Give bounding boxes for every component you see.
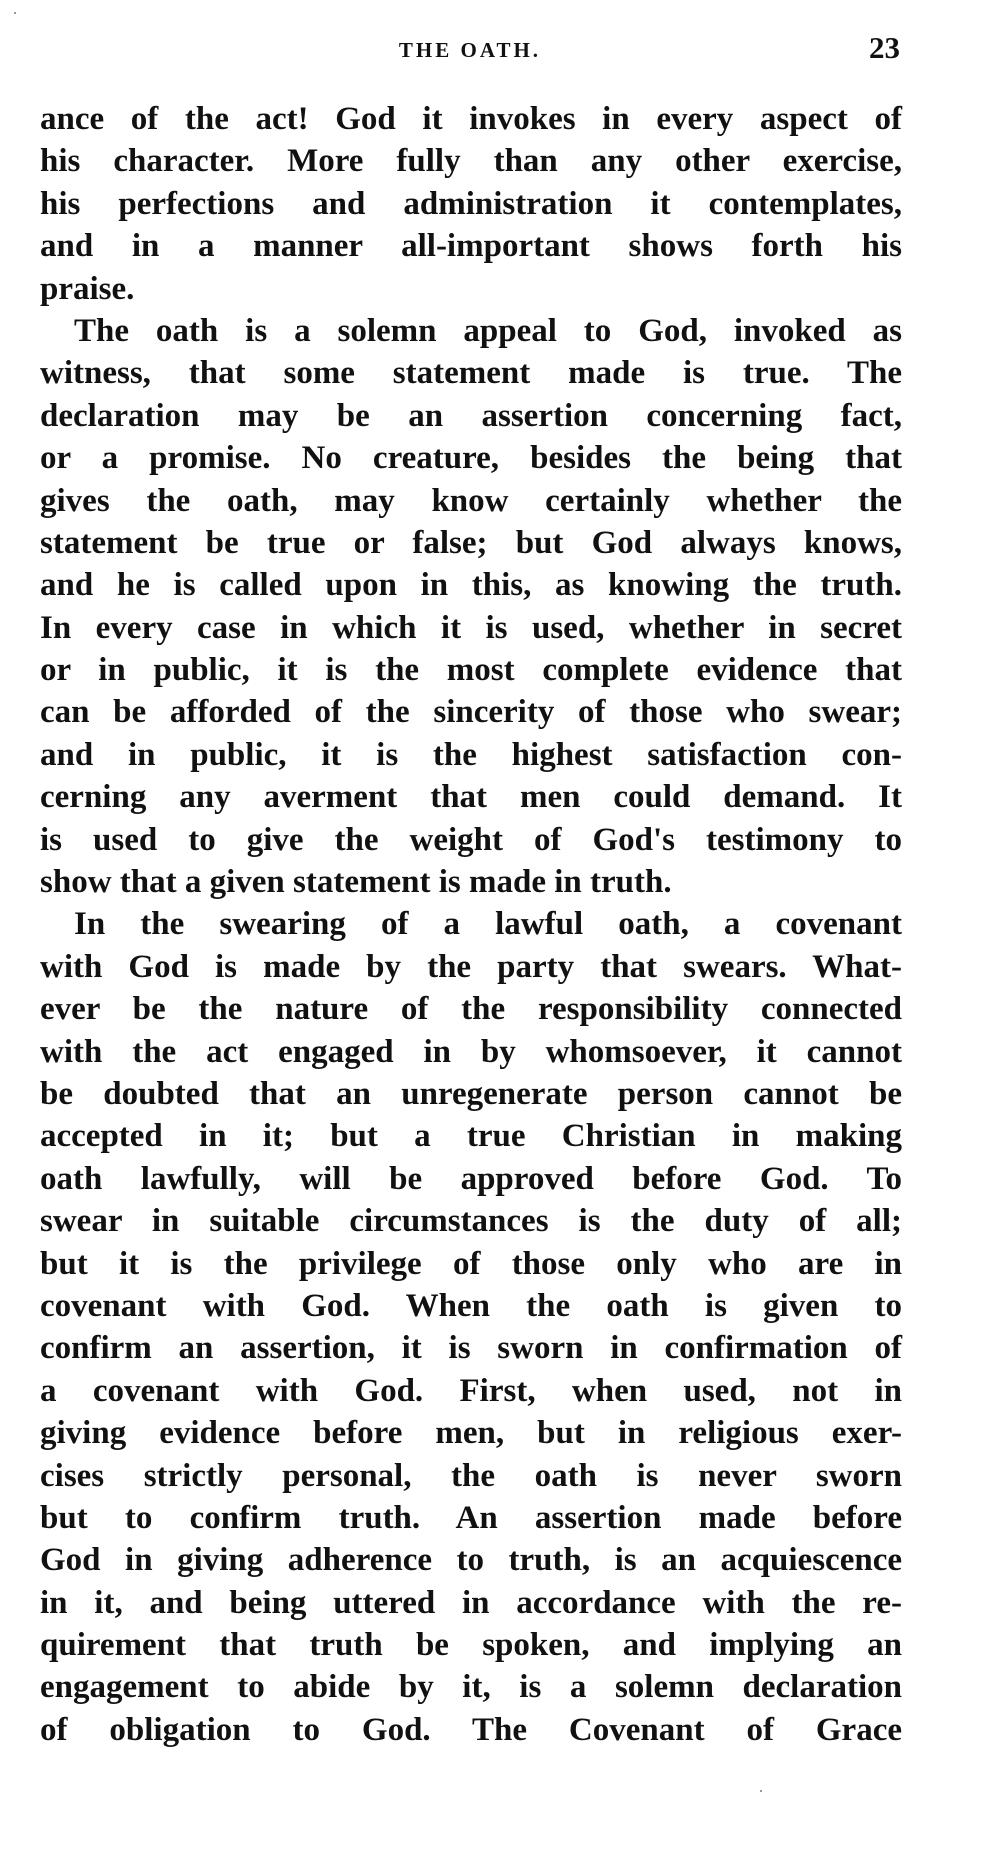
text-line: quirement that truth be spoken, and implying an bbox=[40, 1627, 902, 1664]
text-line: engagement to abide by it, is a solemn declaration bbox=[40, 1669, 902, 1706]
text-line: cerning any averment that men could demand. It bbox=[40, 779, 902, 816]
text-line: God in giving adherence to truth, is an acquiescence bbox=[40, 1542, 902, 1579]
text-line: oath lawfully, will be approved before God. To bbox=[40, 1160, 902, 1197]
text-line: but to confirm truth. An assertion made before bbox=[40, 1499, 902, 1536]
text-line: giving evidence before men, but in religious exer- bbox=[40, 1415, 902, 1452]
text-line: with the act engaged in by whomsoever, it cannot bbox=[40, 1033, 902, 1070]
text-line: in it, and being uttered in accordance with the re- bbox=[40, 1584, 902, 1621]
text-line: ever be the nature of the responsibility connected bbox=[40, 991, 902, 1028]
text-line: In every case in which it is used, whether in secret bbox=[40, 609, 902, 646]
text-line: covenant with God. When the oath is given to bbox=[40, 1287, 902, 1324]
text-line: is used to give the weight of God's testimony to bbox=[40, 821, 902, 858]
text-line: and in public, it is the highest satisfaction con- bbox=[40, 736, 902, 773]
text-line: or a promise. No creature, besides the being that bbox=[40, 440, 902, 477]
text-line: or in public, it is the most complete evidence that bbox=[40, 652, 902, 689]
text-line: his perfections and administration it contemplates, bbox=[40, 185, 902, 222]
text-line: statement be true or false; but God always knows, bbox=[40, 524, 902, 561]
page-number: 23 bbox=[869, 30, 900, 65]
running-head bbox=[40, 30, 900, 74]
text-line: gives the oath, may know certainly whether the bbox=[40, 482, 902, 519]
text-line: cises strictly personal, the oath is never sworn bbox=[40, 1457, 902, 1494]
text-line: confirm an assertion, it is sworn in confirmation of bbox=[40, 1330, 902, 1367]
text-line: show that a given statement is made in truth. bbox=[40, 864, 672, 901]
text-line: praise. bbox=[40, 270, 135, 307]
scan-speck bbox=[760, 1790, 762, 1792]
text-line: can be afforded of the sincerity of those who swear; bbox=[40, 694, 902, 731]
text-line: and he is called upon in this, as knowing the truth. bbox=[40, 567, 902, 604]
text-line: with God is made by the party that swears. What- bbox=[40, 948, 902, 985]
running-title: THE OATH. bbox=[398, 38, 542, 62]
text-line: swear in suitable circumstances is the duty of all; bbox=[40, 1203, 902, 1240]
scan-speck bbox=[14, 12, 16, 14]
text-line: accepted in it; but a true Christian in making bbox=[40, 1118, 902, 1155]
text-line: of obligation to God. The Covenant of Grace bbox=[40, 1711, 902, 1748]
text-line: ance of the act! God it invokes in every aspect of bbox=[40, 101, 902, 137]
text-line: and in a manner all-important shows forth his bbox=[40, 228, 902, 265]
paragraph-start-line: The oath is a solemn appeal to God, invoked as bbox=[74, 312, 902, 349]
text-line: but it is the privilege of those only who are in bbox=[40, 1245, 902, 1282]
text-line: be doubted that an unregenerate person cannot be bbox=[40, 1075, 902, 1112]
text-line: his character. More fully than any other exercise, bbox=[40, 143, 902, 180]
body-text bbox=[40, 98, 902, 1751]
text-line: a covenant with God. First, when used, not in bbox=[40, 1372, 902, 1409]
text-line: witness, that some statement made is true. The bbox=[40, 355, 902, 392]
text-line: declaration may be an assertion concerning fact, bbox=[40, 397, 902, 434]
paragraph-start-line: In the swearing of a lawful oath, a covenant bbox=[74, 906, 902, 943]
